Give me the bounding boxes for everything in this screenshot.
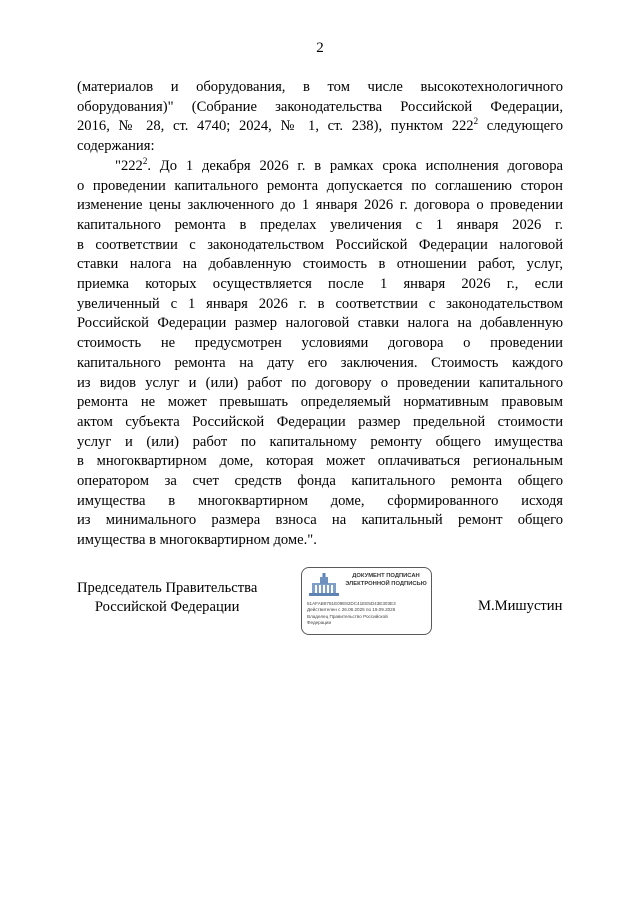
text-line: (материалов и оборудования, в том числе высокотехнологичного <box>77 79 564 95</box>
text-line: актом субъекта Российской Федерации размер предельной стоимости <box>77 413 564 430</box>
text-line: о проведении капитального ремонта допускается по соглашению сторон <box>77 177 563 194</box>
page-number: 2 <box>316 40 324 56</box>
text-line: изменение цены заключенного до 1 января 2026 г. договора о проведении <box>77 197 564 214</box>
text-line: оборудования)" (Собрание законодательства Российской Федерации, <box>77 98 563 115</box>
stamp-details <box>307 601 431 626</box>
text-line: капитального ремонта на дату его заключения. Стоимость каждого <box>77 354 564 371</box>
signer-title <box>77 579 257 617</box>
text-line: ремонта не может превышать определяемый нормативным правовым <box>77 394 563 411</box>
signer-title-line: Председатель Правительства <box>77 580 258 596</box>
text-line: содержания: <box>77 138 155 155</box>
certificate-validity: Действителен с 26.06.2025 по 19.09.2026 <box>307 607 396 613</box>
text-line: услуг и (или) работ по капитальному ремонту общего имущества <box>77 433 563 450</box>
stamp-title: ДОКУМЕНТ ПОДПИСАН ЭЛЕКТРОННОЙ ПОДПИСЬЮ <box>345 573 427 587</box>
text-line: в соответствии с законодательством Российской Федерации налоговой <box>77 236 564 253</box>
government-building-icon <box>306 571 342 597</box>
text-line: капитального ремонта в пределах увеличения с 1 января 2026 г. <box>77 216 564 233</box>
amendment-lines <box>77 177 563 532</box>
text-line: стоимость не предусмотрен условиями договора о проведении <box>77 335 563 352</box>
electronic-signature-stamp <box>301 567 432 635</box>
paragraph-intro-continuation <box>77 78 563 157</box>
text-line: "$222^2$. До 1 декабря 2026 г. в рамках срока исполнения договора <box>115 155 563 174</box>
text-line: Российской Федерации размер налоговой ставки налога на добавленную <box>77 315 564 332</box>
signer-name: М.Мишустин <box>478 598 563 614</box>
certificate-owner: Владелец Правительство Российской <box>307 613 388 619</box>
text-line: приемка которых осуществляется после 1 января 2026 г., если <box>77 276 564 293</box>
text-line: имущества в многоквартирном доме, сформированного исходя <box>77 492 564 509</box>
certificate-owner: Федерации <box>307 619 332 625</box>
signer-title-line: Российской Федерации <box>94 599 240 615</box>
paragraph-amendment <box>77 157 563 551</box>
text-line: оператором за счет средств фонда капитального ремонта общего <box>77 473 564 490</box>
text-line: из минимального размера взноса на капитальный ремонт общего <box>77 512 564 529</box>
text-line: ставки налога на добавленную стоимость в отношении работ, услуг, <box>77 256 564 273</box>
text-line: из видов услуг и (или) работ по договору о проведении капитального <box>77 374 564 391</box>
text-line: в многоквартирном доме, которая может оплачиваться региональным <box>77 453 564 470</box>
text-line: увеличенный с 1 января 2026 г. в соответствии с законодательством <box>77 295 563 312</box>
document-body <box>77 78 563 551</box>
text-line: 2016, № 28, ст. 4740; 2024, № 1, ст. 238), пунктом $222^2$ следующего <box>77 116 564 135</box>
certificate-number: 51AFAB8781E09E82DC41EE5D43E303E3 <box>307 601 396 606</box>
text-line: имущества в многоквартирном доме.". <box>77 532 317 549</box>
